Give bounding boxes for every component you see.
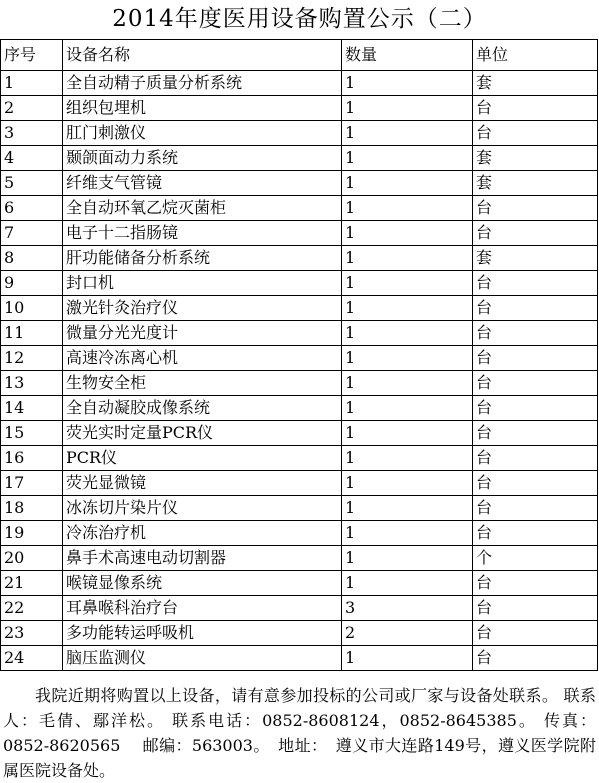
table-row [1, 396, 598, 421]
cell-equipment-name: 全自动精子质量分析系统 [63, 71, 342, 96]
cell-unit: 套 [473, 246, 598, 271]
cell-index: 23 [1, 621, 63, 646]
column-header-name: 设备名称 [63, 40, 342, 71]
cell-index: 1 [1, 71, 63, 96]
cell-index: 22 [1, 596, 63, 621]
cell-quantity: 1 [342, 446, 473, 471]
cell-quantity: 1 [342, 496, 473, 521]
cell-index: 14 [1, 396, 63, 421]
cell-index: 21 [1, 571, 63, 596]
cell-quantity: 1 [342, 371, 473, 396]
cell-unit: 套 [473, 146, 598, 171]
column-header-quantity: 数量 [342, 40, 473, 71]
table-row [1, 171, 598, 196]
cell-index: 15 [1, 421, 63, 446]
cell-index: 5 [1, 171, 63, 196]
cell-equipment-name: 电子十二指肠镜 [63, 221, 342, 246]
cell-unit: 台 [473, 646, 598, 671]
cell-index: 8 [1, 246, 63, 271]
cell-equipment-name: 高速冷冻离心机 [63, 346, 342, 371]
cell-equipment-name: 颞颌面动力系统 [63, 146, 342, 171]
cell-equipment-name: 全自动凝胶成像系统 [63, 396, 342, 421]
cell-quantity: 1 [342, 171, 473, 196]
cell-index: 17 [1, 471, 63, 496]
table-row [1, 321, 598, 346]
cell-index: 6 [1, 196, 63, 221]
cell-unit: 台 [473, 396, 598, 421]
cell-unit: 台 [473, 496, 598, 521]
cell-index: 11 [1, 321, 63, 346]
cell-quantity: 1 [342, 71, 473, 96]
cell-unit: 台 [473, 296, 598, 321]
cell-unit: 台 [473, 196, 598, 221]
table-header-row [1, 40, 598, 71]
cell-equipment-name: 荧光显微镜 [63, 471, 342, 496]
cell-quantity: 1 [342, 546, 473, 571]
cell-unit: 台 [473, 96, 598, 121]
cell-equipment-name: 多功能转运呼吸机 [63, 621, 342, 646]
cell-unit: 台 [473, 571, 598, 596]
table-row [1, 446, 598, 471]
cell-equipment-name: 肛门刺激仪 [63, 121, 342, 146]
cell-equipment-name: 全自动环氧乙烷灭菌柜 [63, 196, 342, 221]
cell-equipment-name: 耳鼻喉科治疗台 [63, 596, 342, 621]
cell-quantity: 1 [342, 396, 473, 421]
table-row [1, 146, 598, 171]
cell-unit: 个 [473, 546, 598, 571]
cell-equipment-name: 生物安全柜 [63, 371, 342, 396]
cell-unit: 台 [473, 346, 598, 371]
cell-equipment-name: 纤维支气管镜 [63, 171, 342, 196]
cell-quantity: 1 [342, 521, 473, 546]
cell-equipment-name: 脑压监测仪 [63, 646, 342, 671]
cell-quantity: 1 [342, 121, 473, 146]
cell-index: 18 [1, 496, 63, 521]
cell-index: 10 [1, 296, 63, 321]
cell-equipment-name: 肝功能储备分析系统 [63, 246, 342, 271]
cell-unit: 台 [473, 446, 598, 471]
cell-equipment-name: 微量分光光度计 [63, 321, 342, 346]
cell-equipment-name: 荧光实时定量PCR仪 [63, 421, 342, 446]
procurement-notice: 我院近期将购置以上设备，请有意参加投标的公司或厂家与设备处联系。 联系人：毛倩、鄢洋松。 联系电话：0852-8608124，0852-8645385。 传真：0852-8620565 邮编：563003。 地址： 遵义市大连路149号，遵义医学院附属医院设备处。 [3, 686, 596, 780]
table-row [1, 521, 598, 546]
cell-quantity: 1 [342, 271, 473, 296]
cell-unit: 台 [473, 221, 598, 246]
cell-unit: 台 [473, 421, 598, 446]
table-row [1, 121, 598, 146]
cell-unit: 台 [473, 596, 598, 621]
cell-unit: 台 [473, 371, 598, 396]
table-row [1, 246, 598, 271]
cell-index: 19 [1, 521, 63, 546]
cell-quantity: 2 [342, 621, 473, 646]
table-row [1, 371, 598, 396]
table-row [1, 271, 598, 296]
cell-quantity: 1 [342, 421, 473, 446]
cell-unit: 台 [473, 271, 598, 296]
cell-index: 3 [1, 121, 63, 146]
cell-equipment-name: 冷冻治疗机 [63, 521, 342, 546]
cell-index: 4 [1, 146, 63, 171]
page-title: 2014年度医用设备购置公示（二） [112, 6, 487, 32]
cell-unit: 台 [473, 621, 598, 646]
cell-quantity: 1 [342, 346, 473, 371]
table-row [1, 471, 598, 496]
cell-equipment-name: 鼻手术高速电动切割器 [63, 546, 342, 571]
cell-quantity: 1 [342, 646, 473, 671]
cell-index: 9 [1, 271, 63, 296]
cell-unit: 套 [473, 71, 598, 96]
table-row [1, 296, 598, 321]
equipment-table [0, 39, 598, 671]
cell-quantity: 1 [342, 96, 473, 121]
cell-quantity: 1 [342, 296, 473, 321]
cell-quantity: 3 [342, 596, 473, 621]
table-row [1, 96, 598, 121]
cell-unit: 台 [473, 121, 598, 146]
table-row [1, 196, 598, 221]
cell-unit: 台 [473, 321, 598, 346]
cell-index: 13 [1, 371, 63, 396]
cell-unit: 套 [473, 171, 598, 196]
cell-index: 24 [1, 646, 63, 671]
cell-quantity: 1 [342, 146, 473, 171]
table-row [1, 646, 598, 671]
column-header-index: 序号 [1, 40, 63, 71]
cell-index: 20 [1, 546, 63, 571]
table-row [1, 621, 598, 646]
cell-equipment-name: 激光针灸治疗仪 [63, 296, 342, 321]
cell-equipment-name: PCR仪 [63, 446, 342, 471]
cell-quantity: 1 [342, 246, 473, 271]
table-row [1, 71, 598, 96]
cell-equipment-name: 喉镜显像系统 [63, 571, 342, 596]
cell-equipment-name: 冰冻切片染片仪 [63, 496, 342, 521]
cell-index: 12 [1, 346, 63, 371]
table-row [1, 596, 598, 621]
cell-equipment-name: 组织包埋机 [63, 96, 342, 121]
cell-quantity: 1 [342, 471, 473, 496]
table-row [1, 496, 598, 521]
cell-index: 7 [1, 221, 63, 246]
cell-index: 16 [1, 446, 63, 471]
cell-index: 2 [1, 96, 63, 121]
cell-quantity: 1 [342, 196, 473, 221]
cell-quantity: 1 [342, 571, 473, 596]
table-row [1, 346, 598, 371]
cell-unit: 台 [473, 471, 598, 496]
table-row [1, 571, 598, 596]
cell-equipment-name: 封口机 [63, 271, 342, 296]
table-row [1, 546, 598, 571]
table-body [1, 71, 598, 671]
cell-unit: 台 [473, 521, 598, 546]
cell-quantity: 1 [342, 321, 473, 346]
table-row [1, 221, 598, 246]
table-row [1, 421, 598, 446]
column-header-unit: 单位 [473, 40, 598, 71]
cell-quantity: 1 [342, 221, 473, 246]
